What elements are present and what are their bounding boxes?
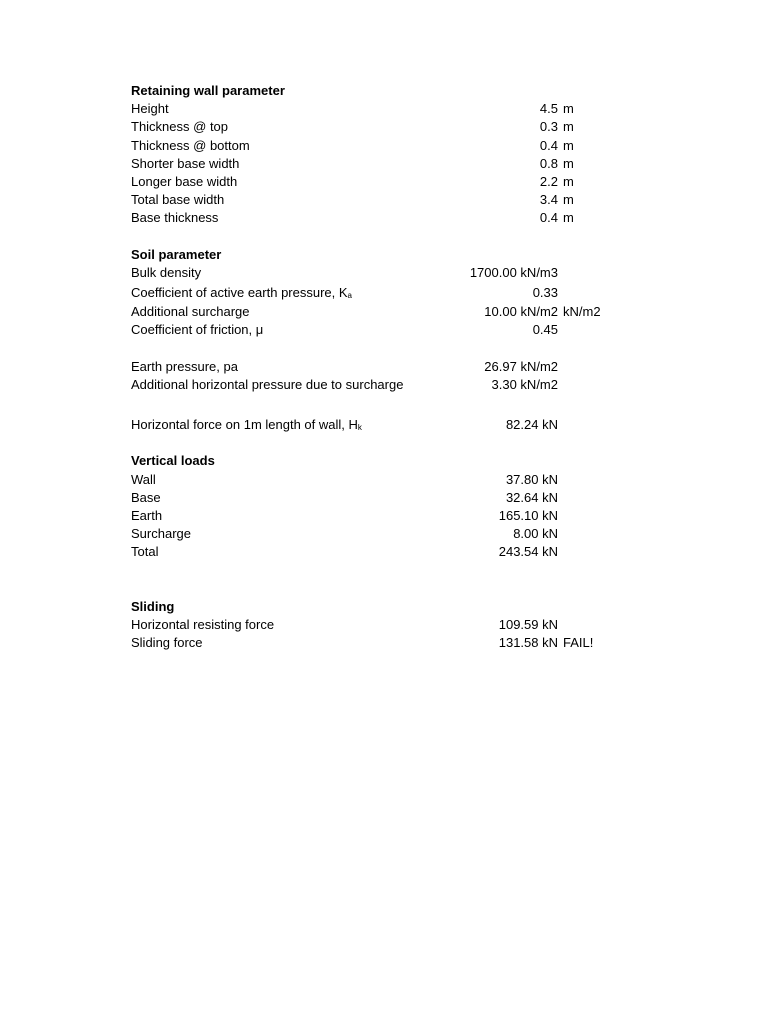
spacer (131, 228, 651, 246)
wall-heading: Retaining wall parameter (131, 83, 285, 98)
soil-row-ka (131, 282, 651, 303)
wall-value: 3.4 (539, 192, 558, 208)
soil-unit: kN/m2 (563, 304, 601, 320)
soil-row-friction (131, 321, 651, 339)
pressure-row-earth (131, 358, 651, 376)
wall-row-total-base (131, 191, 651, 209)
soil-row-bulk-density (131, 264, 651, 282)
horizontal-force-label (131, 416, 362, 436)
pressure-row-additional (131, 376, 651, 394)
vertical-label: Surcharge (131, 526, 191, 542)
vertical-value: 37.80 kN (505, 471, 558, 487)
vertical-label: Total (131, 544, 159, 560)
wall-unit: m (563, 192, 574, 208)
sliding-row-force (131, 634, 651, 652)
vertical-value: 165.10 kN (498, 507, 558, 523)
wall-row-height (131, 100, 651, 118)
soil-value: 1700.00 kN/m3 (469, 264, 558, 280)
soil-value: 0.45 (532, 322, 558, 338)
vertical-heading: Vertical loads (131, 453, 215, 469)
soil-heading: Soil parameter (131, 246, 222, 262)
pressure-label: Additional horizontal pressure due to surcharge (131, 376, 404, 392)
calculation-sheet (131, 82, 651, 652)
soil-value: 0.33 (532, 285, 558, 301)
soil-label: Additional surcharge (131, 304, 250, 320)
wall-label: Thickness @ bottom (131, 137, 250, 153)
vertical-row-wall (131, 471, 651, 489)
wall-unit: m (563, 101, 574, 117)
spacer (131, 562, 651, 598)
soil-value: 10.00 kN/m2 (484, 304, 558, 320)
wall-row-shorter-base (131, 155, 651, 173)
fail-status: FAIL! (563, 635, 594, 651)
wall-unit: m (563, 119, 574, 135)
ka-label-text: Coefficient of active earth pressure, K (131, 285, 348, 301)
vertical-row-surcharge (131, 525, 651, 543)
pressure-label: Earth pressure, pa (131, 358, 238, 374)
wall-value: 0.3 (539, 119, 558, 135)
sliding-value: 131.58 kN (498, 635, 558, 651)
wall-row-thickness-bottom (131, 137, 651, 155)
soil-label: Coefficient of friction, μ (131, 322, 264, 338)
wall-row-thickness-top (131, 118, 651, 136)
wall-value: 2.2 (539, 173, 558, 189)
pressure-value: 3.30 kN/m2 (491, 376, 558, 392)
ka-subscript: a (347, 291, 352, 301)
vertical-row-earth (131, 507, 651, 525)
wall-label: Height (131, 101, 169, 117)
soil-label: Bulk density (131, 264, 202, 280)
sliding-heading-row (131, 598, 651, 616)
wall-value: 4.5 (539, 101, 558, 117)
wall-row-base-thickness (131, 209, 651, 227)
horizontal-force-value: 82.24 kN (505, 417, 558, 432)
sliding-value: 109.59 kN (498, 617, 558, 633)
sliding-label: Sliding force (131, 635, 203, 651)
vertical-value: 243.54 kN (498, 544, 558, 560)
soil-heading-row (131, 246, 651, 264)
hk-label-text: Horizontal force on 1m length of wall, H (131, 417, 358, 432)
wall-value: 0.4 (539, 137, 558, 153)
hk-subscript: k (357, 423, 362, 432)
sliding-label: Horizontal resisting force (131, 617, 275, 633)
vertical-label: Earth (131, 507, 163, 523)
vertical-label: Base (131, 489, 161, 505)
wall-label: Shorter base width (131, 155, 240, 171)
wall-value: 0.4 (539, 210, 558, 226)
wall-unit: m (563, 173, 574, 189)
vertical-value: 32.64 kN (505, 489, 558, 505)
wall-unit: m (563, 155, 574, 171)
sliding-heading: Sliding (131, 598, 175, 614)
spacer (131, 394, 651, 416)
spacer (131, 434, 651, 452)
soil-label (131, 282, 352, 305)
horizontal-force-row (131, 416, 651, 434)
vertical-value: 8.00 kN (513, 526, 558, 542)
sliding-row-resisting (131, 616, 651, 634)
wall-label: Thickness @ top (131, 119, 229, 135)
vertical-row-base (131, 489, 651, 507)
soil-row-surcharge (131, 303, 651, 321)
wall-label: Total base width (131, 192, 225, 208)
wall-label: Longer base width (131, 173, 238, 189)
vertical-heading-row (131, 452, 651, 470)
wall-value: 0.8 (539, 155, 558, 171)
pressure-value: 26.97 kN/m2 (484, 358, 558, 374)
vertical-row-total (131, 543, 651, 561)
wall-unit: m (563, 137, 574, 153)
spacer (131, 339, 651, 357)
wall-row-longer-base (131, 173, 651, 191)
wall-unit: m (563, 210, 574, 226)
wall-heading-row (131, 82, 651, 100)
vertical-label: Wall (131, 471, 156, 487)
wall-label: Base thickness (131, 210, 219, 226)
